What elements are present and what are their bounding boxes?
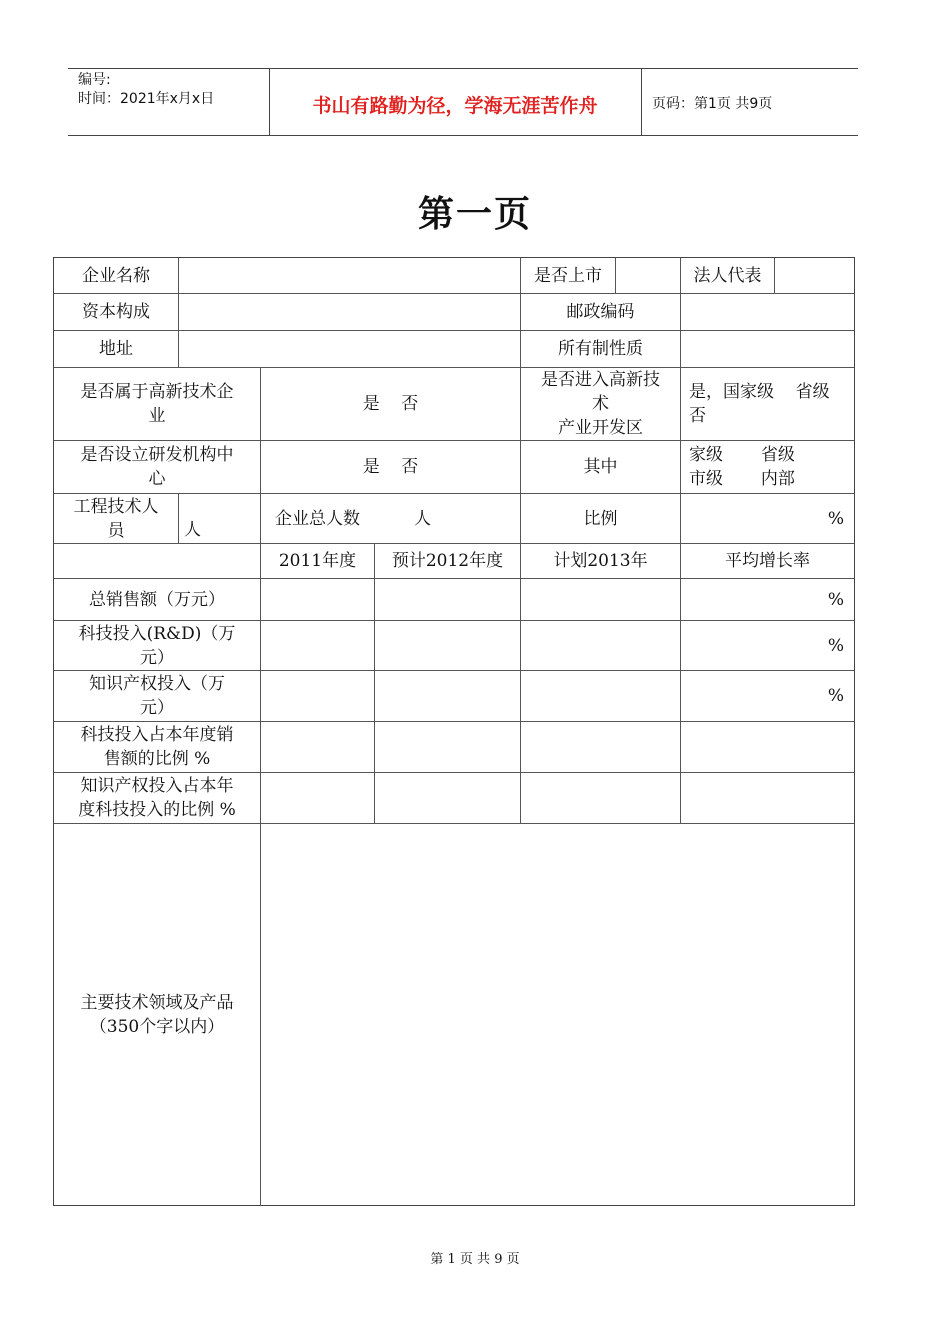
document-header <box>68 68 858 136</box>
col-header-2012: 预计2012年度 <box>391 551 504 571</box>
label-line: 是否进入高新技 <box>541 370 660 390</box>
label-line: 主要技术领域及产品 <box>80 992 234 1013</box>
label-ip-rd-ratio <box>54 773 260 823</box>
col-line <box>178 493 179 543</box>
option-yes-no[interactable]: 是 否 <box>362 394 419 414</box>
label-address: 地址 <box>99 339 133 359</box>
unit-person: 人 <box>184 520 201 540</box>
option-yes-no[interactable]: 是 否 <box>362 457 419 477</box>
field-sales-growth[interactable]: % <box>827 589 844 610</box>
label-line: 是否设立研发机构中 <box>80 445 234 465</box>
field-ratio-percent[interactable]: % <box>827 508 844 529</box>
field-capital[interactable] <box>179 294 520 330</box>
label-line: 术 <box>592 394 609 414</box>
option-zone-level[interactable] <box>681 368 854 440</box>
label-line: 科技投入占本年度销 <box>80 725 234 745</box>
header-divider <box>641 69 642 135</box>
label-line: 知识产权投入占本年 <box>80 776 234 796</box>
label-legal-rep: 法人代表 <box>693 265 762 286</box>
option-rd-level[interactable] <box>681 441 854 493</box>
label-company-name: 企业名称 <box>82 265 150 286</box>
label-line: 科技投入(R&D)（万 <box>78 623 236 644</box>
label-hitech-zone <box>521 368 680 440</box>
label-line: 是否属于高新技术企 <box>80 382 234 402</box>
field-company-name[interactable] <box>179 258 520 293</box>
label-line: 业 <box>148 406 166 426</box>
label-line: 度科技投入的比例 % <box>78 800 236 820</box>
label-capital: 资本构成 <box>82 302 150 322</box>
option-line: 市级 内部 <box>689 469 795 489</box>
label-line: 工程技术人 <box>73 496 159 517</box>
label-engineering-staff <box>54 494 178 543</box>
page-title: 第一页 <box>417 194 532 235</box>
col-line <box>374 543 375 823</box>
header-page-info: 页码：第1页 共9页 <box>652 96 773 112</box>
field-ip-growth[interactable]: % <box>827 686 844 706</box>
label-rd-sales-ratio <box>54 722 260 772</box>
header-meta <box>78 71 214 109</box>
label-line: 售额的比例 % <box>103 749 211 769</box>
header-motto: 书山有路勤为径，学海无涯苦作舟 <box>312 95 598 117</box>
page-footer: 第 1 页 共 9 页 <box>430 1252 520 1267</box>
option-line: 否 <box>689 406 706 426</box>
label-total-staff: 企业总人数 <box>275 508 360 529</box>
label-line: 产业开发区 <box>558 418 643 438</box>
label-rd-center <box>54 441 260 493</box>
time-label: 时间：2021年x月x日 <box>78 91 215 107</box>
field-listed[interactable] <box>616 258 680 293</box>
label-among: 其中 <box>583 457 618 477</box>
enterprise-form-table <box>53 257 855 1206</box>
label-line: 元） <box>140 647 174 668</box>
label-line: 员 <box>107 520 125 541</box>
label-total-sales: 总销售额（万元） <box>89 589 225 610</box>
label-ownership: 所有制性质 <box>558 339 643 359</box>
label-line: 元） <box>140 698 174 718</box>
col-header-growth: 平均增长率 <box>725 551 810 571</box>
field-legal-rep[interactable] <box>775 258 854 293</box>
unit-person: 人 <box>414 508 431 529</box>
option-line: 是，国家级 省级 <box>689 382 830 402</box>
label-postcode: 邮政编码 <box>566 302 635 322</box>
field-ownership[interactable] <box>681 331 854 367</box>
col-header-2013: 计划2013年 <box>553 551 648 571</box>
label-line: （350个字以内） <box>89 1016 225 1037</box>
label-line: 知识产权投入（万 <box>89 674 225 694</box>
serial-label: 编号: <box>78 72 111 88</box>
label-listed: 是否上市 <box>534 265 602 286</box>
label-line: 心 <box>148 469 166 489</box>
field-postcode[interactable] <box>681 294 854 330</box>
col-header-2011: 2011年度 <box>278 551 357 571</box>
field-address[interactable] <box>179 331 520 367</box>
label-ratio: 比例 <box>583 508 618 529</box>
field-main-tech-fields[interactable] <box>261 824 854 1205</box>
label-hitech-enterprise <box>54 368 260 440</box>
label-ip-investment <box>54 671 260 721</box>
field-rd-growth[interactable]: % <box>827 635 844 656</box>
option-line: 家级 省级 <box>689 445 795 465</box>
label-rd-investment <box>54 621 260 670</box>
label-main-tech-fields <box>54 824 260 1205</box>
